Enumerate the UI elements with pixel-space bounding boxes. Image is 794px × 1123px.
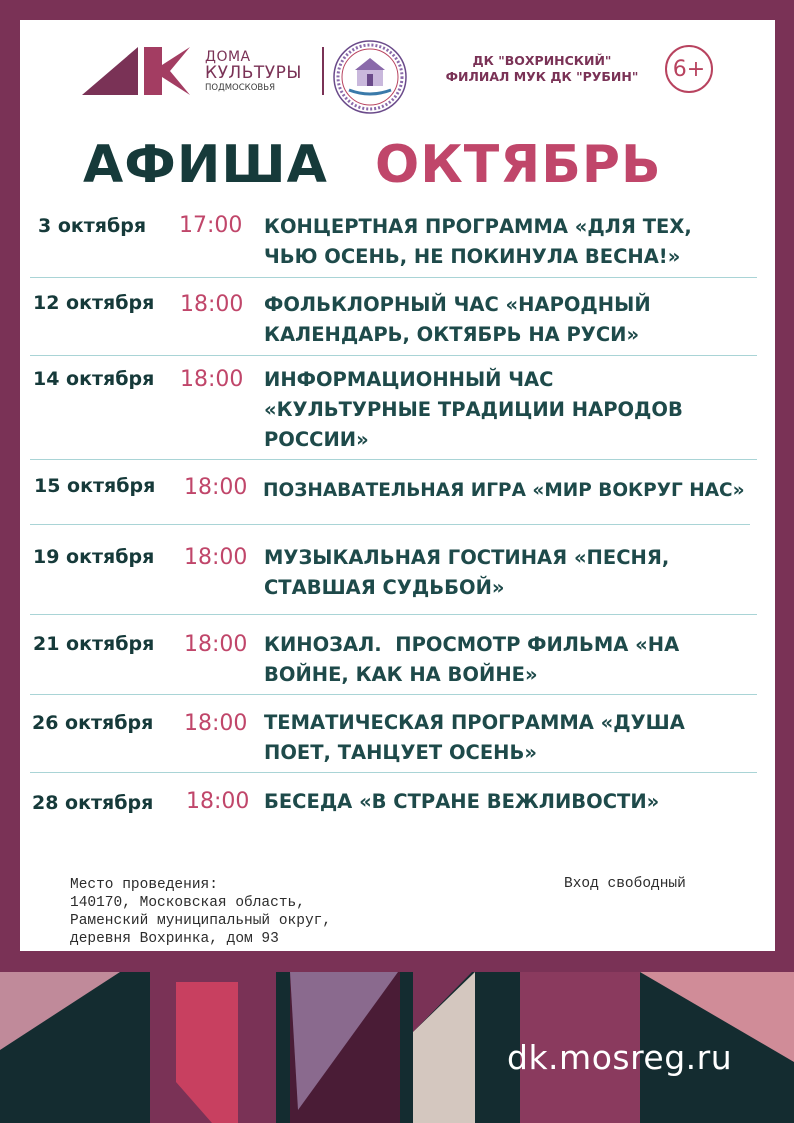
event-time: 18:00 <box>184 632 248 657</box>
event-date: 21 октября <box>33 633 155 655</box>
poster-title: АФИША <box>83 135 328 195</box>
brand-line-1: ДОМА <box>205 49 251 65</box>
event-divider <box>30 355 757 356</box>
event-title: БЕСЕДА «В СТРАНЕ ВЕЖЛИВОСТИ» <box>264 790 660 813</box>
event-date: 3 октября <box>38 215 147 237</box>
event-title: ИНФОРМАЦИОННЫЙ ЧАС «КУЛЬТУРНЫЕ ТРАДИЦИИ НАРОДОВ РОССИИ» <box>264 368 683 451</box>
event-time: 18:00 <box>180 292 244 317</box>
event-date: 26 октября <box>32 712 154 734</box>
event-time: 17:00 <box>179 213 243 238</box>
event-divider <box>30 277 757 278</box>
event-divider <box>30 772 757 773</box>
event-date: 12 октября <box>33 292 155 314</box>
event-title: МУЗЫКАЛЬНАЯ ГОСТИНАЯ «ПЕСНЯ, СТАВШАЯ СУДЬБОЙ» <box>264 546 670 599</box>
event-title: ТЕМАТИЧЕСКАЯ ПРОГРАММА «ДУША ПОЕТ, ТАНЦУЕТ ОСЕНЬ» <box>264 711 685 764</box>
event-title: ФОЛЬКЛОРНЫЙ ЧАС «НАРОДНЫЙ КАЛЕНДАРЬ, ОКТЯБРЬ НА РУСИ» <box>264 293 651 346</box>
event-time: 18:00 <box>180 367 244 392</box>
event-date: 28 октября <box>32 792 154 814</box>
event-divider <box>30 524 750 525</box>
venue-address-line-3: деревня Вохринка, дом 93 <box>70 931 279 947</box>
entry-note: Вход свободный <box>564 876 686 892</box>
event-time: 18:00 <box>184 475 248 500</box>
venue-address-line-2: Раменский муниципальный округ, <box>70 913 332 929</box>
event-time: 18:00 <box>184 545 248 570</box>
event-divider <box>30 694 757 695</box>
venue-info <box>70 876 331 948</box>
event-divider <box>30 614 757 615</box>
event-date: 14 октября <box>33 368 155 390</box>
emblem-icon <box>331 38 409 116</box>
venue-label: Место проведения: <box>70 877 218 893</box>
age-rating-badge: 6+ <box>665 45 713 93</box>
organization-name <box>437 53 647 85</box>
org-line-2: ФИЛИАЛ МУК ДК "РУБИН" <box>445 69 639 84</box>
event-title: КИНОЗАЛ. ПРОСМОТР ФИЛЬМА «НА ВОЙНЕ, КАК НА ВОЙНЕ» <box>264 633 686 686</box>
event-time: 18:00 <box>184 711 248 736</box>
brand-line-2: КУЛЬТУРЫ <box>205 63 302 83</box>
header-divider <box>322 47 324 95</box>
month-title: ОКТЯБРЬ <box>375 135 662 195</box>
houses-of-culture-logo <box>82 47 194 95</box>
event-date: 19 октября <box>33 546 155 568</box>
brand-line-3: ПОДМОСКОВЬЯ <box>205 83 275 93</box>
event-time: 18:00 <box>186 789 250 814</box>
event-date: 15 октября <box>34 475 156 497</box>
org-line-1: ДК "ВОХРИНСКИЙ" <box>472 53 612 68</box>
brand-text <box>205 50 302 93</box>
venue-address-line-1: 140170, Московская область, <box>70 895 305 911</box>
event-title: КОНЦЕРТНАЯ ПРОГРАММА «ДЛЯ ТЕХ, ЧЬЮ ОСЕНЬ, НЕ ПОКИНУЛА ВЕСНА!» <box>264 215 692 268</box>
website-url: dk.mosreg.ru <box>507 1038 733 1077</box>
event-divider <box>30 459 757 460</box>
event-title: ПОЗНАВАТЕЛЬНАЯ ИГРА «МИР ВОКРУГ НАС» <box>263 480 745 501</box>
